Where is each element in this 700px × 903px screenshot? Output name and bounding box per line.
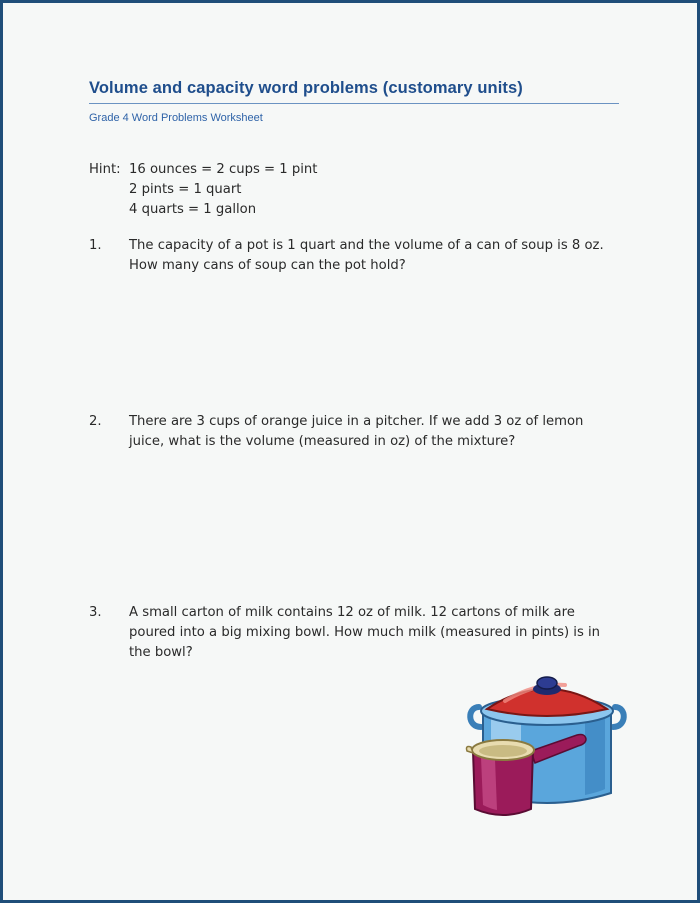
hint-line-2: 2 pints = 1 quart bbox=[129, 182, 242, 197]
hint-label: Hint: bbox=[89, 162, 121, 177]
hint-text-1: 16 ounces = 2 cups = 1 pint bbox=[129, 162, 318, 177]
problem-text: The capacity of a pot is 1 quart and the volume of a can of soup is 8 oz. How many cans of soup can the pot hold? bbox=[129, 238, 604, 273]
problem-number: 2. bbox=[89, 414, 102, 429]
hint-block bbox=[89, 160, 317, 220]
hint-line-3: 4 quarts = 1 gallon bbox=[129, 202, 257, 217]
worksheet-subtitle: Grade 4 Word Problems Worksheet bbox=[89, 112, 263, 124]
problem-text: There are 3 cups of orange juice in a pitcher. If we add 3 oz of lemon juice, what is the volume (measured in oz) of the mixture? bbox=[129, 414, 584, 449]
worksheet-title: Volume and capacity word problems (customary units) bbox=[89, 79, 523, 97]
title-divider bbox=[89, 103, 619, 104]
problem-text: A small carton of milk contains 12 oz of milk. 12 cartons of milk are poured into a big mixing bowl. How much milk (measured in pints) is in the bowl? bbox=[129, 605, 601, 660]
hint-line-1 bbox=[89, 160, 317, 180]
cooking-pot-and-saucepan-icon bbox=[465, 671, 630, 821]
problem-number: 1. bbox=[89, 238, 102, 253]
problem-number: 3. bbox=[89, 605, 102, 620]
